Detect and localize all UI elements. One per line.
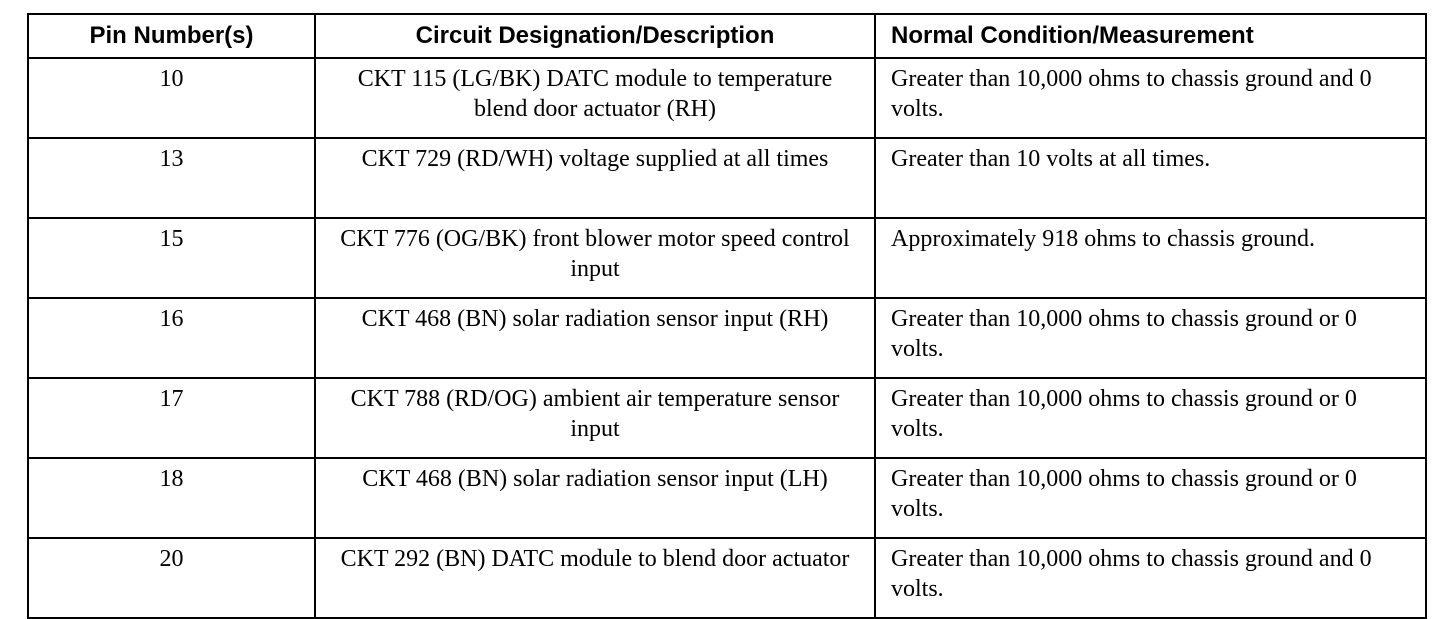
condition-cell: Greater than 10,000 ohms to chassis ground and 0 volts. (875, 58, 1426, 138)
pin-cell: 17 (28, 378, 315, 458)
pin-cell: 13 (28, 138, 315, 218)
description-cell: CKT 115 (LG/BK) DATC module to temperature blend door actuator (RH) (315, 58, 875, 138)
condition-cell: Greater than 10,000 ohms to chassis ground or 0 volts. (875, 378, 1426, 458)
header-normal-condition: Normal Condition/Measurement (875, 14, 1426, 58)
condition-cell: Greater than 10,000 ohms to chassis ground and 0 volts. (875, 538, 1426, 618)
table-row (28, 538, 1426, 618)
pin-cell: 10 (28, 58, 315, 138)
description-cell: CKT 468 (BN) solar radiation sensor input (LH) (315, 458, 875, 538)
table-header (28, 14, 1426, 58)
table-row (28, 378, 1426, 458)
condition-cell: Greater than 10,000 ohms to chassis ground or 0 volts. (875, 298, 1426, 378)
description-cell: CKT 729 (RD/WH) voltage supplied at all times (315, 138, 875, 218)
description-cell: CKT 468 (BN) solar radiation sensor input (RH) (315, 298, 875, 378)
table-row (28, 298, 1426, 378)
description-cell: CKT 292 (BN) DATC module to blend door actuator (315, 538, 875, 618)
description-cell: CKT 788 (RD/OG) ambient air temperature sensor input (315, 378, 875, 458)
table-row (28, 458, 1426, 538)
pin-cell: 16 (28, 298, 315, 378)
header-pin-numbers: Pin Number(s) (28, 14, 315, 58)
header-row (28, 14, 1426, 58)
description-cell: CKT 776 (OG/BK) front blower motor speed control input (315, 218, 875, 298)
pin-cell: 18 (28, 458, 315, 538)
table-row (28, 58, 1426, 138)
pin-measurement-table (27, 13, 1427, 619)
pin-cell: 15 (28, 218, 315, 298)
table-body (28, 58, 1426, 618)
pin-cell: 20 (28, 538, 315, 618)
table-row (28, 218, 1426, 298)
header-circuit-description: Circuit Designation/Description (315, 14, 875, 58)
condition-cell: Greater than 10,000 ohms to chassis ground or 0 volts. (875, 458, 1426, 538)
table-row (28, 138, 1426, 218)
condition-cell: Greater than 10 volts at all times. (875, 138, 1426, 218)
condition-cell: Approximately 918 ohms to chassis ground. (875, 218, 1426, 298)
